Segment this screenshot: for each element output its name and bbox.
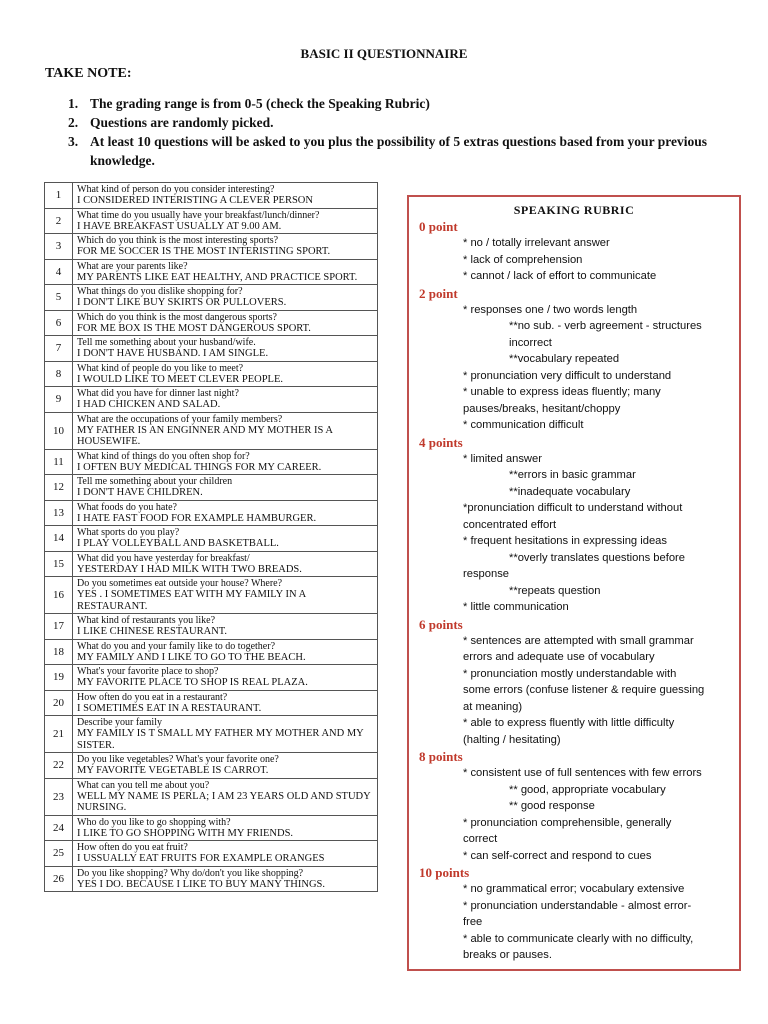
question-cell bbox=[73, 577, 378, 614]
question-text: What are the occupations of your family members? bbox=[77, 413, 283, 425]
rubric-line: some errors (confuse listener & require guessing bbox=[463, 684, 705, 696]
questions-table bbox=[44, 182, 378, 892]
answer-text: I SOMETIMES EAT IN A RESTAURANT. bbox=[77, 702, 262, 714]
question-number: 15 bbox=[45, 551, 73, 577]
question-number: 14 bbox=[45, 526, 73, 552]
question-cell bbox=[73, 234, 378, 260]
rubric-line: response bbox=[463, 568, 510, 580]
rubric-section bbox=[417, 616, 739, 749]
question-number: 23 bbox=[45, 778, 73, 815]
rubric-line: **errors in basic grammar bbox=[509, 469, 636, 481]
rubric-line: **overly translates questions before bbox=[509, 551, 685, 564]
question-cell bbox=[73, 866, 378, 892]
question-text: What did you have yesterday for breakfast/ bbox=[77, 552, 250, 564]
rubric-line: **inadequate vocabulary bbox=[509, 485, 631, 498]
question-text: Describe your family bbox=[77, 717, 162, 728]
speaking-rubric-box bbox=[407, 195, 741, 971]
question-cell bbox=[73, 336, 378, 362]
question-number: 18 bbox=[45, 639, 73, 665]
table-row bbox=[45, 259, 378, 285]
rubric-section bbox=[417, 864, 739, 964]
table-row bbox=[45, 665, 378, 691]
question-cell bbox=[73, 841, 378, 867]
answer-text: I LIKE TO GO SHOPPING WITH MY FRIENDS. bbox=[77, 827, 294, 839]
question-cell bbox=[73, 475, 378, 501]
question-text: What time do you usually have your breakfast/lunch/dinner? bbox=[77, 209, 320, 221]
rubric-line: * no / totally irrelevant answer bbox=[463, 237, 610, 249]
question-cell bbox=[73, 449, 378, 475]
table-row bbox=[45, 841, 378, 867]
question-text: What kind of people do you like to meet? bbox=[77, 362, 244, 374]
rubric-line: **vocabulary repeated bbox=[509, 353, 620, 365]
rubric-section-title: 8 points bbox=[419, 749, 463, 764]
question-cell bbox=[73, 310, 378, 336]
rubric-section bbox=[417, 434, 739, 616]
table-row bbox=[45, 310, 378, 336]
answer-text: FOR ME SOCCER IS THE MOST INTERISTING SPORT. bbox=[77, 246, 331, 257]
table-row bbox=[45, 412, 378, 449]
note-number: 1. bbox=[68, 96, 79, 111]
question-cell bbox=[73, 361, 378, 387]
table-row bbox=[45, 866, 378, 892]
answer-text: I PLAY VOLLEYBALL AND BASKETBALL. bbox=[77, 538, 279, 549]
answer-text: I HAVE BREAKFAST USUALLY AT 9.00 AM. bbox=[77, 220, 282, 232]
question-cell bbox=[73, 690, 378, 716]
question-text: Do you like vegetables? What's your favorite one? bbox=[77, 754, 279, 765]
question-text: What's your favorite place to shop? bbox=[77, 666, 219, 677]
question-text: What kind of restaurants you like? bbox=[77, 615, 216, 626]
answer-text: I WOULD LIKE TO MEET CLEVER PEOPLE. bbox=[77, 373, 284, 385]
rubric-line: * can self-correct and respond to cues bbox=[463, 849, 652, 862]
table-row bbox=[45, 285, 378, 311]
table-row bbox=[45, 500, 378, 526]
rubric-line: *pronunciation difficult to understand without bbox=[463, 502, 683, 514]
question-text: Tell me something about your children bbox=[77, 476, 233, 487]
table-row bbox=[45, 475, 378, 501]
question-number: 10 bbox=[45, 412, 73, 449]
answer-text: MY PARENTS LIKE EAT HEALTHY, AND PRACTICE SPORT. bbox=[77, 271, 358, 283]
question-cell bbox=[73, 716, 378, 753]
rubric-line: * communication difficult bbox=[463, 419, 584, 431]
rubric-section bbox=[417, 218, 739, 285]
question-number: 20 bbox=[45, 690, 73, 716]
rubric-line: concentrated effort bbox=[463, 518, 557, 531]
rubric-line: errors and adequate use of vocabulary bbox=[463, 651, 655, 663]
answer-text: FOR ME BOX IS THE MOST DANGEROUS SPORT. bbox=[77, 322, 311, 334]
question-text: How often do you eat fruit? bbox=[77, 842, 188, 853]
rubric-section-title: 10 points bbox=[419, 865, 470, 880]
question-cell bbox=[73, 551, 378, 577]
question-text: What sports do you play? bbox=[77, 527, 180, 538]
rubric-line: * able to communicate clearly with no difficulty, bbox=[463, 932, 694, 945]
rubric-line: * responses one / two words length bbox=[463, 303, 638, 316]
question-number: 17 bbox=[45, 614, 73, 640]
rubric-line: correct bbox=[463, 833, 498, 845]
table-row bbox=[45, 234, 378, 260]
table-row bbox=[45, 716, 378, 753]
document-title: BASIC II QUESTIONNAIRE bbox=[300, 46, 468, 61]
note-item bbox=[68, 113, 708, 132]
answer-text: I DON'T HAVE HUSBAND. I AM SINGLE. bbox=[77, 348, 269, 359]
rubric-line: free bbox=[463, 916, 483, 928]
answer-text: MY FATHER IS AN ENGINNER AND MY MOTHER IS A HOUSEWIFE. bbox=[77, 424, 333, 447]
question-number: 7 bbox=[45, 336, 73, 362]
question-cell bbox=[73, 412, 378, 449]
take-note-heading: TAKE NOTE: bbox=[45, 66, 132, 81]
table-row bbox=[45, 208, 378, 234]
rubric-section-title: 2 point bbox=[419, 285, 458, 301]
answer-text: MY FAVORITE PLACE TO SHOP IS REAL PLAZA. bbox=[77, 677, 308, 688]
question-number: 11 bbox=[45, 449, 73, 475]
answer-text: WELL MY NAME IS PERLA; I AM 23 YEARS OLD AND STUDY NURSING. bbox=[77, 790, 371, 813]
table-row bbox=[45, 526, 378, 552]
question-cell bbox=[73, 183, 378, 209]
question-number: 5 bbox=[45, 285, 73, 311]
question-cell bbox=[73, 259, 378, 285]
question-cell bbox=[73, 753, 378, 779]
question-text: What do you and your family like to do together? bbox=[77, 640, 276, 652]
question-number: 24 bbox=[45, 815, 73, 841]
answer-text: I USSUALLY EAT FRUITS FOR EXAMPLE ORANGES bbox=[77, 853, 325, 864]
rubric-line: (halting / hesitating) bbox=[463, 733, 561, 746]
note-text: The grading range is from 0-5 (check the Speaking Rubric) bbox=[90, 96, 430, 111]
table-row bbox=[45, 815, 378, 841]
answer-text: I DON'T HAVE CHILDREN. bbox=[77, 487, 203, 498]
rubric-line: * limited answer bbox=[463, 452, 542, 465]
question-cell bbox=[73, 208, 378, 234]
question-text: Which do you think is the most interesting sports? bbox=[77, 235, 279, 246]
question-cell bbox=[73, 526, 378, 552]
rubric-line: * no grammatical error; vocabulary extensive bbox=[463, 883, 685, 895]
question-text: Do you sometimes eat outside your house? Where? bbox=[77, 578, 283, 589]
question-text: Who do you like to go shopping with? bbox=[77, 816, 231, 828]
question-cell bbox=[73, 285, 378, 311]
question-text: Which do you think is the most dangerous sports? bbox=[77, 311, 277, 323]
rubric-section bbox=[417, 748, 739, 864]
question-text: Do you like shopping? Why do/don't you like shopping? bbox=[77, 867, 304, 879]
answer-text: YESTERDAY I HAD MILK WITH TWO BREADS. bbox=[77, 563, 302, 575]
question-number: 25 bbox=[45, 841, 73, 867]
table-row bbox=[45, 183, 378, 209]
answer-text: I OFTEN BUY MEDICAL THINGS FOR MY CAREER. bbox=[77, 461, 322, 473]
rubric-section-title: 0 point bbox=[419, 219, 458, 234]
answer-text: MY FAMILY IS T SMALL MY FATHER MY MOTHER AND MY SISTER. bbox=[77, 728, 364, 751]
question-text: What did you have for dinner last night? bbox=[77, 388, 239, 399]
rubric-line: * pronunciation mostly understandable with bbox=[463, 667, 677, 680]
question-number: 21 bbox=[45, 716, 73, 753]
question-text: What kind of person do you consider interesting? bbox=[77, 184, 275, 195]
question-text: What things do you dislike shopping for? bbox=[77, 286, 243, 297]
question-number: 19 bbox=[45, 665, 73, 691]
rubric-line: **no sub. - verb agreement - structures bbox=[509, 320, 702, 332]
table-row bbox=[45, 551, 378, 577]
rubric-line: breaks or pauses. bbox=[463, 949, 552, 961]
rubric-section-title: 6 points bbox=[419, 616, 463, 632]
answer-text: YES . I SOMETIMES EAT WITH MY FAMILY IN A RESTAURANT. bbox=[77, 589, 306, 612]
question-number: 12 bbox=[45, 475, 73, 501]
rubric-line: ** good response bbox=[509, 800, 595, 812]
question-cell bbox=[73, 387, 378, 413]
rubric-line: * unable to express ideas fluently; many bbox=[463, 386, 661, 398]
rubric-section bbox=[417, 285, 739, 434]
rubric-line: ** good, appropriate vocabulary bbox=[509, 783, 666, 796]
question-cell bbox=[73, 665, 378, 691]
note-item bbox=[68, 94, 708, 113]
table-row bbox=[45, 361, 378, 387]
table-row bbox=[45, 753, 378, 779]
notes-list bbox=[68, 94, 708, 170]
rubric-line: * pronunciation very difficult to understand bbox=[463, 369, 672, 382]
question-text: Tell me something about your husband/wife. bbox=[77, 337, 256, 348]
rubric-line: * consistent use of full sentences with few errors bbox=[463, 767, 702, 779]
rubric-line: **repeats question bbox=[509, 584, 601, 597]
question-number: 26 bbox=[45, 866, 73, 892]
rubric-line: * lack of comprehension bbox=[463, 253, 583, 266]
rubric-line: * frequent hesitations in expressing ideas bbox=[463, 535, 667, 547]
table-row bbox=[45, 449, 378, 475]
question-number: 3 bbox=[45, 234, 73, 260]
table-row bbox=[45, 690, 378, 716]
table-row bbox=[45, 778, 378, 815]
question-number: 13 bbox=[45, 500, 73, 526]
rubric-line: pauses/breaks, hesitant/choppy bbox=[463, 402, 621, 415]
rubric-line: * pronunciation understandable - almost error- bbox=[463, 899, 692, 912]
question-number: 9 bbox=[45, 387, 73, 413]
question-number: 22 bbox=[45, 753, 73, 779]
question-text: What can you tell me about you? bbox=[77, 779, 210, 791]
table-row bbox=[45, 614, 378, 640]
table-row bbox=[45, 387, 378, 413]
question-number: 1 bbox=[45, 183, 73, 209]
question-cell bbox=[73, 500, 378, 526]
rubric-line: incorrect bbox=[509, 336, 552, 349]
rubric-line: at meaning) bbox=[463, 700, 523, 713]
answer-text: I HAD CHICKEN AND SALAD. bbox=[77, 399, 221, 410]
rubric-line: * pronunciation comprehensible, generally bbox=[463, 816, 672, 829]
answer-text: I HATE FAST FOOD FOR EXAMPLE HAMBURGER. bbox=[77, 512, 317, 524]
question-text: What kind of things do you often shop for? bbox=[77, 450, 250, 462]
answer-text: MY FAVORITE VEGETABLE IS CARROT. bbox=[77, 765, 269, 776]
table-row bbox=[45, 577, 378, 614]
question-number: 6 bbox=[45, 310, 73, 336]
rubric-section-title: 4 points bbox=[419, 434, 463, 450]
question-number: 2 bbox=[45, 208, 73, 234]
rubric-line: * little communication bbox=[463, 601, 569, 613]
table-row bbox=[45, 336, 378, 362]
answer-text: MY FAMILY AND I LIKE TO GO TO THE BEACH. bbox=[77, 651, 306, 663]
question-text: What are your parents like? bbox=[77, 260, 188, 272]
question-cell bbox=[73, 614, 378, 640]
rubric-line: * sentences are attempted with small grammar bbox=[463, 634, 694, 647]
rubric-line: * cannot / lack of effort to communicate bbox=[463, 270, 657, 282]
answer-text: I DON'T LIKE BUY SKIRTS OR PULLOVERS. bbox=[77, 297, 287, 308]
note-number: 2. bbox=[68, 115, 79, 130]
question-cell bbox=[73, 778, 378, 815]
note-number: 3. bbox=[68, 134, 79, 149]
question-text: What foods do you hate? bbox=[77, 501, 177, 513]
rubric-line: * able to express fluently with little difficulty bbox=[463, 717, 675, 729]
question-cell bbox=[73, 639, 378, 665]
answer-text: YES I DO. BECAUSE I LIKE TO BUY MANY THINGS. bbox=[77, 878, 326, 890]
question-text: How often do you eat in a restaurant? bbox=[77, 691, 228, 703]
note-text: Questions are randomly picked. bbox=[90, 115, 274, 130]
question-number: 8 bbox=[45, 361, 73, 387]
rubric-title: SPEAKING RUBRIC bbox=[513, 203, 635, 217]
answer-text: I CONSIDERED INTERISTING A CLEVER PERSON bbox=[77, 195, 313, 206]
question-number: 16 bbox=[45, 577, 73, 614]
question-cell bbox=[73, 815, 378, 841]
answer-text: I LIKE CHINESE RESTAURANT. bbox=[77, 626, 228, 637]
table-row bbox=[45, 639, 378, 665]
question-number: 4 bbox=[45, 259, 73, 285]
note-item bbox=[68, 132, 708, 170]
note-text: At least 10 questions will be asked to you plus the possibility of 5 extras questions based from your previous knowledge. bbox=[90, 134, 707, 168]
